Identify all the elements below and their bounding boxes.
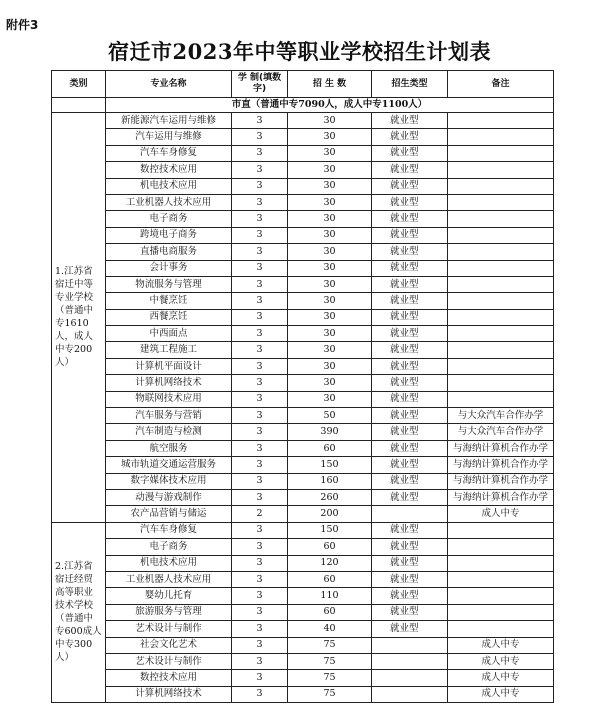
section-row	[52, 98, 554, 113]
remarks-cell	[448, 162, 554, 178]
enrollment-cell: 30	[288, 293, 372, 309]
major-cell: 数控技术应用	[106, 162, 232, 178]
type-cell: 就业型	[372, 604, 448, 620]
table-row	[52, 391, 554, 407]
remarks-cell	[448, 129, 554, 145]
remarks-cell	[448, 260, 554, 276]
table-row	[52, 571, 554, 587]
type-cell: 就业型	[372, 457, 448, 473]
remarks-cell	[448, 178, 554, 194]
remarks-cell: 与海纳计算机合作办学	[448, 440, 554, 456]
type-cell: 就业型	[372, 326, 448, 342]
enrollment-cell: 260	[288, 489, 372, 505]
duration-cell: 3	[232, 260, 288, 276]
enrollment-cell: 60	[288, 604, 372, 620]
type-cell: 就业型	[372, 588, 448, 604]
type-cell	[372, 670, 448, 686]
duration-cell: 3	[232, 129, 288, 145]
duration-cell: 3	[232, 424, 288, 440]
remarks-cell	[448, 194, 554, 210]
table-row	[52, 260, 554, 276]
remarks-cell	[448, 211, 554, 227]
major-cell: 计算机平面设计	[106, 358, 232, 374]
enrollment-cell: 30	[288, 260, 372, 276]
header-category: 类别	[52, 71, 106, 98]
duration-cell: 3	[232, 244, 288, 260]
major-cell: 中西面点	[106, 326, 232, 342]
page-title: 宿迁市2023年中等职业学校招生计划表	[108, 39, 491, 64]
type-cell: 就业型	[372, 178, 448, 194]
table-row	[52, 342, 554, 358]
enrollment-cell: 30	[288, 194, 372, 210]
school-name: 1.江苏省宿迁中等专业学校（普通中专1610人，成人中专200人）	[52, 113, 106, 523]
duration-cell: 3	[232, 293, 288, 309]
table-row	[52, 309, 554, 325]
type-cell: 就业型	[372, 440, 448, 456]
table-row	[52, 457, 554, 473]
type-cell: 就业型	[372, 227, 448, 243]
type-cell	[372, 653, 448, 669]
remarks-cell	[448, 227, 554, 243]
duration-cell: 3	[232, 342, 288, 358]
remarks-cell: 成人中专	[448, 653, 554, 669]
enrollment-cell: 30	[288, 129, 372, 145]
major-cell: 跨境电子商务	[106, 227, 232, 243]
remarks-cell	[448, 309, 554, 325]
enrollment-cell: 30	[288, 342, 372, 358]
type-cell: 就业型	[372, 358, 448, 374]
major-cell: 汽车制造与检测	[106, 424, 232, 440]
table-row	[52, 522, 554, 538]
header-type: 招生类型	[372, 71, 448, 98]
major-cell: 物流服务与管理	[106, 276, 232, 292]
table-row	[52, 129, 554, 145]
duration-cell: 3	[232, 555, 288, 571]
type-cell	[372, 637, 448, 653]
major-cell: 计算机网络技术	[106, 686, 232, 702]
type-cell: 就业型	[372, 162, 448, 178]
table-row	[52, 211, 554, 227]
type-cell: 就业型	[372, 473, 448, 489]
table-row	[52, 506, 554, 522]
type-cell: 就业型	[372, 375, 448, 391]
duration-cell: 3	[232, 473, 288, 489]
type-cell: 就业型	[372, 194, 448, 210]
duration-cell: 3	[232, 604, 288, 620]
enrollment-cell: 75	[288, 637, 372, 653]
major-cell: 数字媒体技术应用	[106, 473, 232, 489]
enrollment-cell: 30	[288, 375, 372, 391]
enrollment-cell: 75	[288, 670, 372, 686]
major-cell: 旅游服务与管理	[106, 604, 232, 620]
enrollment-cell: 40	[288, 621, 372, 637]
major-cell: 工业机器人技术应用	[106, 194, 232, 210]
major-cell: 汽车车身修复	[106, 145, 232, 161]
enrollment-cell: 60	[288, 571, 372, 587]
duration-cell: 3	[232, 391, 288, 407]
duration-cell: 3	[232, 375, 288, 391]
enrollment-cell: 120	[288, 555, 372, 571]
type-cell: 就业型	[372, 309, 448, 325]
type-cell	[372, 686, 448, 702]
major-cell: 汽车车身修复	[106, 522, 232, 538]
type-cell: 就业型	[372, 621, 448, 637]
table-row	[52, 375, 554, 391]
major-cell: 西餐烹饪	[106, 309, 232, 325]
type-cell: 就业型	[372, 571, 448, 587]
remarks-cell	[448, 326, 554, 342]
remarks-cell	[448, 358, 554, 374]
enrollment-cell: 30	[288, 211, 372, 227]
duration-cell: 3	[232, 194, 288, 210]
major-cell: 新能源汽车运用与维修	[106, 113, 232, 129]
enrollment-cell: 110	[288, 588, 372, 604]
duration-cell: 3	[232, 178, 288, 194]
major-cell: 城市轨道交通运营服务	[106, 457, 232, 473]
table-row	[52, 244, 554, 260]
type-cell: 就业型	[372, 342, 448, 358]
table-row	[52, 178, 554, 194]
enrollment-cell: 30	[288, 227, 372, 243]
major-cell: 中餐烹饪	[106, 293, 232, 309]
remarks-cell	[448, 391, 554, 407]
remarks-cell	[448, 244, 554, 260]
duration-cell: 3	[232, 162, 288, 178]
major-cell: 工业机器人技术应用	[106, 571, 232, 587]
type-cell: 就业型	[372, 555, 448, 571]
remarks-cell	[448, 522, 554, 538]
type-cell: 就业型	[372, 293, 448, 309]
major-cell: 电子商务	[106, 539, 232, 555]
table-row	[52, 473, 554, 489]
remarks-cell: 与大众汽车合作办学	[448, 424, 554, 440]
duration-cell: 3	[232, 539, 288, 555]
enrollment-cell: 150	[288, 457, 372, 473]
major-cell: 农产品营销与储运	[106, 506, 232, 522]
duration-cell: 3	[232, 621, 288, 637]
duration-cell: 3	[232, 686, 288, 702]
table-row	[52, 113, 554, 129]
remarks-cell: 与海纳计算机合作办学	[448, 473, 554, 489]
duration-cell: 3	[232, 440, 288, 456]
remarks-cell	[448, 588, 554, 604]
table-row	[52, 604, 554, 620]
table-row	[52, 194, 554, 210]
table-row	[52, 358, 554, 374]
duration-cell: 3	[232, 211, 288, 227]
type-cell	[372, 506, 448, 522]
remarks-cell: 与海纳计算机合作办学	[448, 457, 554, 473]
remarks-cell: 与大众汽车合作办学	[448, 408, 554, 424]
remarks-cell	[448, 539, 554, 555]
enrollment-cell: 30	[288, 391, 372, 407]
remarks-cell	[448, 604, 554, 620]
remarks-cell	[448, 621, 554, 637]
duration-cell: 3	[232, 276, 288, 292]
remarks-cell	[448, 375, 554, 391]
major-cell: 社会文化艺术	[106, 637, 232, 653]
major-cell: 物联网技术应用	[106, 391, 232, 407]
enrollment-cell: 60	[288, 440, 372, 456]
table-row	[52, 588, 554, 604]
major-cell: 计算机网络技术	[106, 375, 232, 391]
enrollment-cell: 390	[288, 424, 372, 440]
header-duration: 学 制(填数字)	[232, 71, 288, 98]
enrollment-cell: 30	[288, 309, 372, 325]
attachment-label: 附件3	[6, 18, 39, 32]
enrollment-cell: 30	[288, 358, 372, 374]
major-cell: 数控技术应用	[106, 670, 232, 686]
remarks-cell: 成人中专	[448, 637, 554, 653]
type-cell: 就业型	[372, 391, 448, 407]
type-cell: 就业型	[372, 129, 448, 145]
duration-cell: 3	[232, 637, 288, 653]
table-row	[52, 686, 554, 702]
school-name: 2.江苏省宿迁经贸高等职业技术学校（普通中专600成人中专300人）	[52, 522, 106, 702]
type-cell: 就业型	[372, 522, 448, 538]
remarks-cell: 成人中专	[448, 506, 554, 522]
duration-cell: 3	[232, 588, 288, 604]
major-cell: 动漫与游戏制作	[106, 489, 232, 505]
major-cell: 机电技术应用	[106, 178, 232, 194]
type-cell: 就业型	[372, 408, 448, 424]
major-cell: 婴幼儿托育	[106, 588, 232, 604]
table-row	[52, 440, 554, 456]
enrollment-cell: 50	[288, 408, 372, 424]
table-row	[52, 145, 554, 161]
duration-cell: 3	[232, 358, 288, 374]
major-cell: 直播电商服务	[106, 244, 232, 260]
major-cell: 机电技术应用	[106, 555, 232, 571]
table-row	[52, 489, 554, 505]
table-row	[52, 293, 554, 309]
duration-cell: 3	[232, 522, 288, 538]
table-row	[52, 408, 554, 424]
enrollment-cell: 60	[288, 539, 372, 555]
remarks-cell	[448, 571, 554, 587]
remarks-cell	[448, 555, 554, 571]
remarks-cell: 成人中专	[448, 686, 554, 702]
duration-cell: 3	[232, 113, 288, 129]
major-cell: 建筑工程施工	[106, 342, 232, 358]
enrollment-cell: 30	[288, 178, 372, 194]
section-title: 市直（普通中专7090人，成人中专1100人）	[106, 98, 554, 113]
enrollment-cell: 30	[288, 145, 372, 161]
duration-cell: 3	[232, 227, 288, 243]
header-remarks: 备注	[448, 71, 554, 98]
table-header-row	[52, 71, 554, 98]
duration-cell: 3	[232, 489, 288, 505]
table-row	[52, 653, 554, 669]
remarks-cell	[448, 293, 554, 309]
table-row	[52, 424, 554, 440]
header-enrollment: 招 生 数	[288, 71, 372, 98]
table-row	[52, 555, 554, 571]
remarks-cell	[448, 276, 554, 292]
remarks-cell: 成人中专	[448, 670, 554, 686]
table-row	[52, 539, 554, 555]
enrollment-cell: 75	[288, 686, 372, 702]
duration-cell: 3	[232, 145, 288, 161]
type-cell: 就业型	[372, 260, 448, 276]
duration-cell: 3	[232, 309, 288, 325]
type-cell: 就业型	[372, 276, 448, 292]
table-row	[52, 621, 554, 637]
type-cell: 就业型	[372, 539, 448, 555]
table-row	[52, 326, 554, 342]
enrollment-cell: 30	[288, 326, 372, 342]
enrollment-cell: 30	[288, 113, 372, 129]
table-row	[52, 276, 554, 292]
type-cell: 就业型	[372, 145, 448, 161]
table-row	[52, 670, 554, 686]
header-major: 专业名称	[106, 71, 232, 98]
type-cell: 就业型	[372, 113, 448, 129]
major-cell: 艺术设计与制作	[106, 621, 232, 637]
major-cell: 艺术设计与制作	[106, 653, 232, 669]
major-cell: 会计事务	[106, 260, 232, 276]
duration-cell: 3	[232, 457, 288, 473]
enrollment-plan-table	[51, 70, 554, 703]
table-row	[52, 637, 554, 653]
enrollment-cell: 200	[288, 506, 372, 522]
duration-cell: 3	[232, 571, 288, 587]
duration-cell: 2	[232, 506, 288, 522]
remarks-cell	[448, 113, 554, 129]
enrollment-cell: 160	[288, 473, 372, 489]
type-cell: 就业型	[372, 489, 448, 505]
enrollment-cell: 75	[288, 653, 372, 669]
type-cell: 就业型	[372, 211, 448, 227]
remarks-cell: 与海纳计算机合作办学	[448, 489, 554, 505]
major-cell: 航空服务	[106, 440, 232, 456]
duration-cell: 3	[232, 326, 288, 342]
enrollment-cell: 150	[288, 522, 372, 538]
type-cell: 就业型	[372, 424, 448, 440]
major-cell: 汽车服务与营销	[106, 408, 232, 424]
table-row	[52, 227, 554, 243]
major-cell: 汽车运用与维修	[106, 129, 232, 145]
table-row	[52, 162, 554, 178]
duration-cell: 3	[232, 408, 288, 424]
major-cell: 电子商务	[106, 211, 232, 227]
enrollment-cell: 30	[288, 162, 372, 178]
remarks-cell	[448, 342, 554, 358]
type-cell: 就业型	[372, 244, 448, 260]
duration-cell: 3	[232, 653, 288, 669]
remarks-cell	[448, 145, 554, 161]
enrollment-cell: 30	[288, 276, 372, 292]
enrollment-cell: 30	[288, 244, 372, 260]
duration-cell: 3	[232, 670, 288, 686]
